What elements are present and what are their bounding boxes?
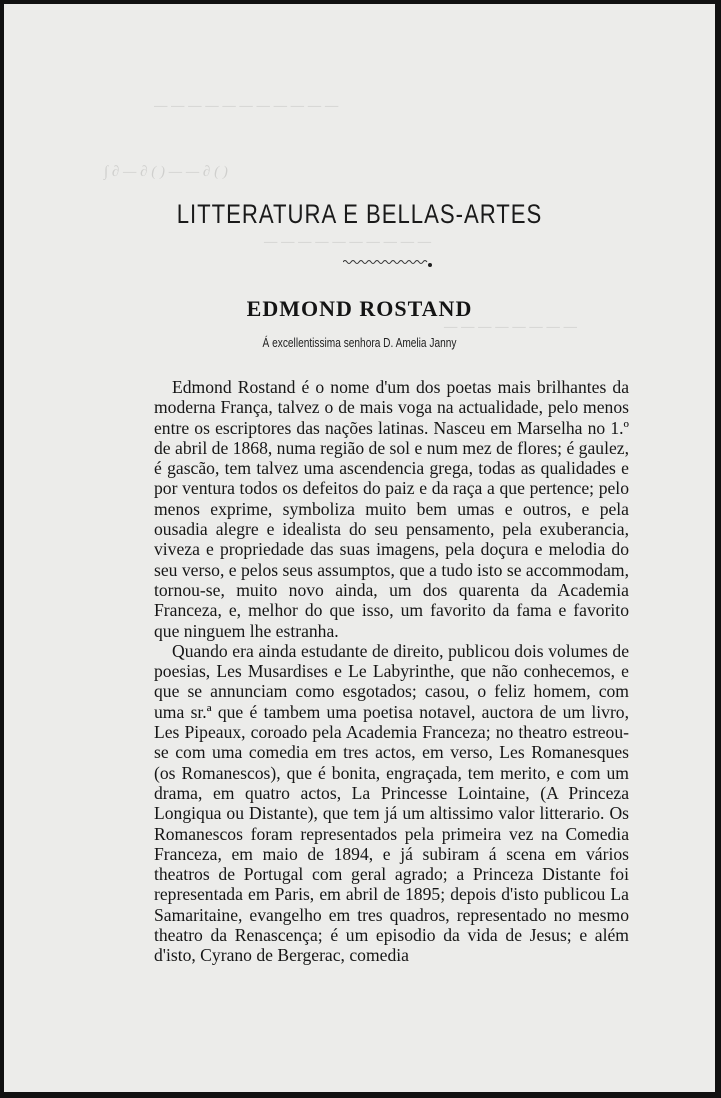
bleed-through-texture: ∫ ∂ — ∂ ( ) — — ∂ ( ) [104, 164, 228, 180]
paragraph: Edmond Rostand é o nome d'um dos poetas mais brilhantes da moderna França, talvez o de mais voga na actualidade, pelo menos entre os escriptores das nações latinas. Nasceu em Marselha no 1.º de abril de 1868, numa região de sol e num mez de flores; é gaulez, é gascão, tem talvez uma ascendencia grega, todas as qualidades e por ventura todos os defeitos do paiz e da raça a que pertence; pelo menos exprime, symboliza muito bem umas e outros, e pela ousadia alegre e idealista do seu pensamento, pela exuberancia, viveza e propriedade das suas imagens, pela doçura e melodia do seu verso, e pelos seus assumptos, que a tudo isto se accommodam, tornou-se, muito novo ainda, um dos quarenta da Academia Franceza, e, melhor do que isso, um favorito da fama e favorito que ninguem lhe estranha. [154, 377, 629, 641]
section-title: LITTERATURA E BELLAS-ARTES [176, 199, 543, 229]
wave-ornament-icon [343, 259, 433, 269]
bleed-through-texture: — — — — — — — — [444, 319, 577, 335]
dedication: Á excellentissima senhora D. Amelia Janny [262, 335, 457, 350]
paragraph: Quando era ainda estudante de direito, publicou dois volumes de poesias, Les Musardises e Le Labyrinthe, que não conhecemos, e que se annunciam como esgotados; casou, o feliz homem, com uma sr.ª que é tambem uma poetisa notavel, auctora de um livro, Les Pipeaux, coroado pela Academia Franceza; no theatro estreou-se com uma comedia em tres actos, em verso, Les Romanesques (os Romanescos), que é bonita, engraçada, tem merito, e com um drama, em quatro actos, La Princesse Lointaine, (A Princeza Longiqua ou Distante), que tem já um altissimo valor litterario. Os Romanescos foram representados pela primeira vez na Comedia Franceza, em maio de 1894, e já subiram á scena em vários theatros de Portugal com geral agrado; a Princeza Distante foi representada em Paris, em abril de 1895; depois d'isto publicou La Samaritaine, evangelho em tres quadros, representado no mesmo theatro da Renascença; é um episodio da vida de Jesus; e além d'isto, Cyrano de Bergerac, comedia [154, 640, 629, 966]
article-title: EDMOND ROSTAND [246, 296, 473, 321]
page [4, 4, 715, 1092]
bleed-through-texture: — — — — — — — — — — — [154, 98, 339, 114]
bleed-through-texture: — — — — — — — — — — [264, 234, 432, 250]
article-body [154, 377, 629, 966]
